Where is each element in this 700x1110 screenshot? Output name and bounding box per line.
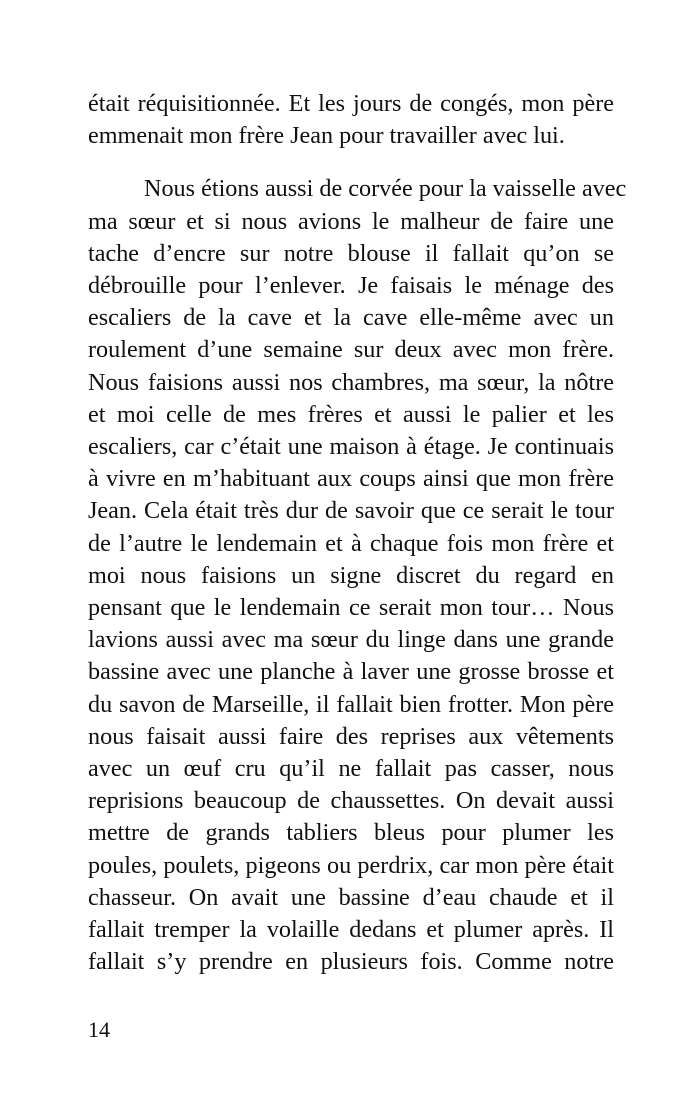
page-number: 14 bbox=[88, 1017, 110, 1042]
text-line: escaliers, car c’était une maison à étage. Je continuais bbox=[88, 433, 614, 461]
book-page bbox=[88, 88, 627, 978]
text-line: bassine avec une planche à laver une grosse brosse et bbox=[88, 658, 614, 686]
text-line: moi nous faisions un signe discret du regard en bbox=[88, 561, 614, 589]
text-line: débrouille pour l’enlever. Je faisais le ménage des bbox=[88, 272, 614, 300]
text-line: lavions aussi avec ma sœur du linge dans une grande bbox=[88, 626, 614, 654]
text-line: mettre de grands tabliers bleus pour plumer les bbox=[88, 819, 614, 847]
text-line: avec un œuf cru qu’il ne fallait pas casser, nous bbox=[88, 755, 614, 783]
text-line: du savon de Marseille, il fallait bien frotter. Mon père bbox=[88, 690, 614, 718]
text-line: pensant que le lendemain ce serait mon tour… Nous bbox=[88, 594, 614, 622]
text-line: nous faisait aussi faire des reprises aux vêtements bbox=[88, 722, 614, 750]
text-line: fallait s’y prendre en plusieurs fois. Comme notre bbox=[88, 948, 614, 976]
text-line: escaliers de la cave et la cave elle-même avec un bbox=[88, 304, 614, 332]
text-line: Nous étions aussi de corvée pour la vaisselle avec bbox=[144, 175, 627, 203]
text-line: tache d’encre sur notre blouse il fallait qu’on se bbox=[88, 239, 614, 267]
text-line: reprisions beaucoup de chaussettes. On devait aussi bbox=[88, 787, 614, 815]
text-line: à vivre en m’habituant aux coups ainsi que mon frère bbox=[88, 465, 614, 493]
text-line: chasseur. On avait une bassine d’eau chaude et il bbox=[88, 883, 614, 911]
text-line: ma sœur et si nous avions le malheur de faire une bbox=[88, 207, 614, 235]
text-line: fallait tremper la volaille dedans et plumer après. Il bbox=[88, 916, 614, 944]
text-line: était réquisitionnée. Et les jours de congés, mon père bbox=[88, 90, 614, 117]
text-line: poules, poulets, pigeons ou perdrix, car mon père était bbox=[88, 851, 614, 879]
text-line: Jean. Cela était très dur de savoir que ce serait le tour bbox=[88, 497, 614, 525]
paragraph-1 bbox=[88, 88, 614, 152]
text-line: de l’autre le lendemain et à chaque fois mon frère et bbox=[88, 529, 614, 557]
paragraph-2 bbox=[88, 173, 627, 978]
text-line: roulement d’une semaine sur deux avec mon frère. bbox=[88, 336, 614, 364]
text-line: emmenait mon frère Jean pour travailler avec lui. bbox=[88, 122, 565, 150]
text-line: et moi celle de mes frères et aussi le palier et les bbox=[88, 400, 614, 428]
text-line: Nous faisions aussi nos chambres, ma sœur, la nôtre bbox=[88, 368, 614, 396]
